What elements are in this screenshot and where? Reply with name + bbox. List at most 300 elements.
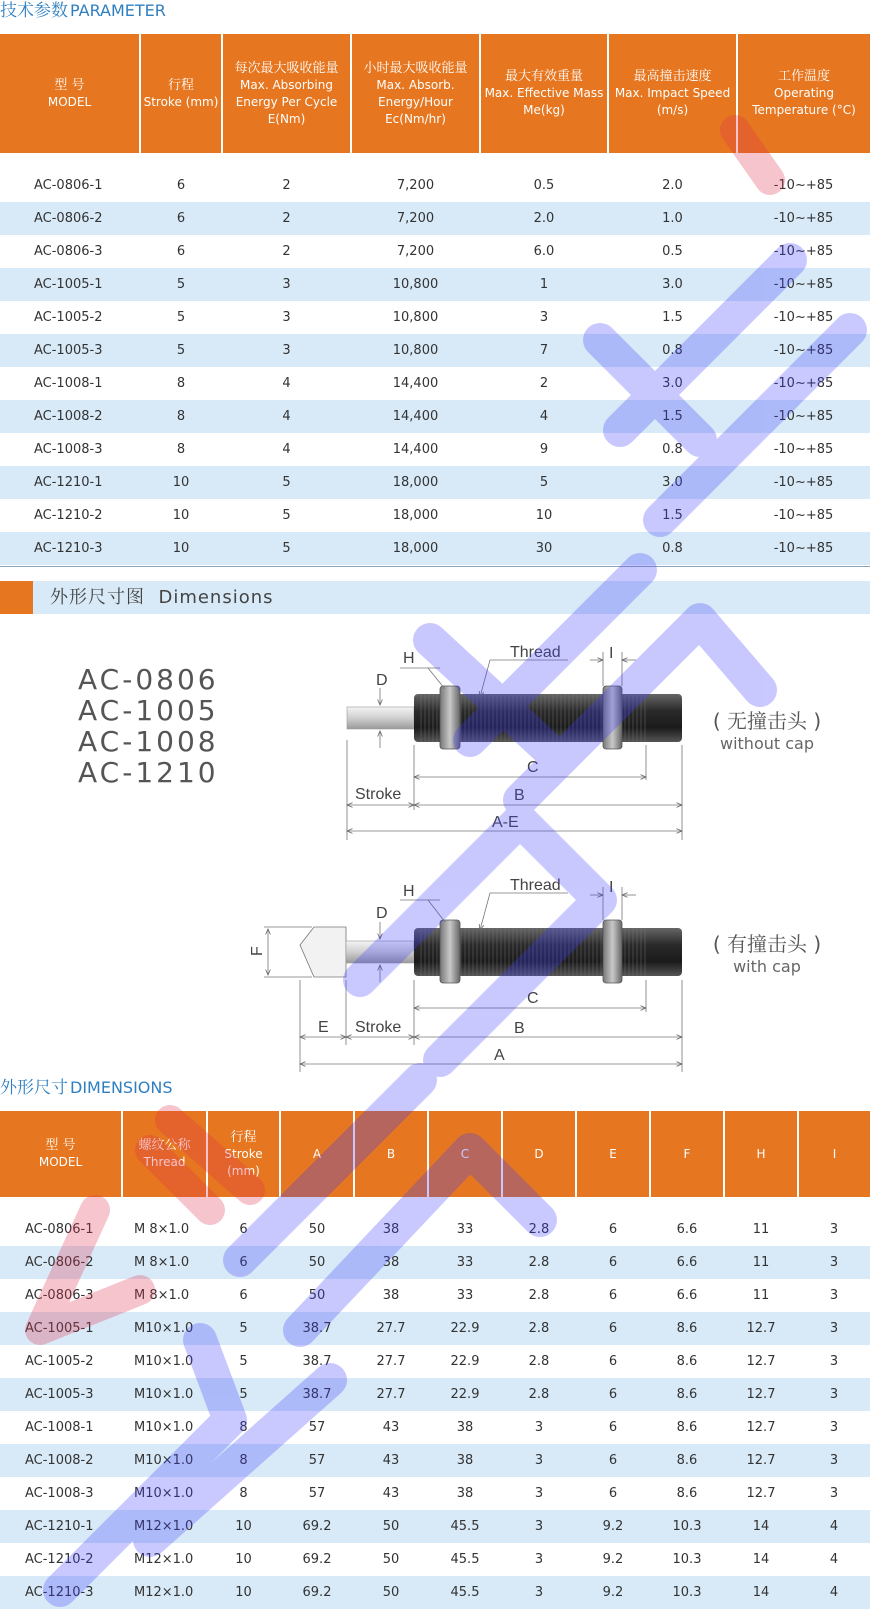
dimensions-cell: M12×1.0	[122, 1576, 207, 1609]
dimensions-cell: 45.5	[428, 1576, 502, 1609]
parameter-cell: 4	[222, 367, 351, 400]
with-cap-en: with cap	[733, 957, 801, 976]
dimensions-cell: 8.6	[650, 1444, 724, 1477]
dimensions-cell: 45.5	[428, 1510, 502, 1543]
table-row	[0, 1411, 870, 1444]
dimensions-cell: 5	[207, 1312, 280, 1345]
header-label-en: A	[312, 1146, 322, 1161]
dimensions-cell: 14	[724, 1510, 798, 1543]
piston-rod	[347, 707, 414, 729]
dimensions-cell: 8.6	[650, 1477, 724, 1510]
parameter-cell: 14,400	[351, 433, 480, 466]
parameter-cell: 3	[222, 268, 351, 301]
parameter-cell: 2	[222, 202, 351, 235]
parameter-cell: 2	[222, 235, 351, 268]
dimensions-cell: 10.3	[650, 1576, 724, 1609]
dimensions-cell: 6	[207, 1246, 280, 1279]
table-spacer	[0, 1197, 870, 1213]
dimensions-cell: 6.6	[650, 1246, 724, 1279]
parameter-cell: 0.8	[608, 532, 737, 565]
dimensions-cell: 10	[207, 1576, 280, 1609]
absorber-without-cap	[347, 686, 682, 749]
dimensions-cell: 50	[280, 1246, 354, 1279]
dimensions-cell: 38	[428, 1444, 502, 1477]
parameter-cell: 5	[222, 466, 351, 499]
dimensions-cell: 38	[354, 1279, 428, 1312]
dimensions-cell: 22.9	[428, 1378, 502, 1411]
parameter-cell: -10~+85	[737, 268, 870, 301]
dimensions-cell: 22.9	[428, 1312, 502, 1345]
parameter-cell: -10~+85	[737, 466, 870, 499]
label-h: H	[403, 650, 415, 667]
dimensions-cell: 3	[798, 1345, 870, 1378]
label-stroke: Stroke	[355, 1019, 402, 1036]
dimensions-cell: 6	[576, 1213, 650, 1246]
dimensions-cell: 45.5	[428, 1543, 502, 1576]
dimensions-cell: M 8×1.0	[122, 1246, 207, 1279]
parameter-cell: -10~+85	[737, 433, 870, 466]
label-i: I	[609, 879, 614, 896]
dimensions-cell: AC-1005-1	[0, 1312, 122, 1345]
parameter-cell: 10,800	[351, 334, 480, 367]
header-label-en: Stroke (mm)	[224, 1146, 263, 1178]
parameter-cell: 7,200	[351, 202, 480, 235]
parameter-cell: 3.0	[608, 367, 737, 400]
table-row	[0, 1543, 870, 1576]
header-label-en: F	[683, 1146, 691, 1161]
dimensions-header-cell	[798, 1111, 870, 1197]
parameter-cell: 7	[480, 334, 608, 367]
dimensions-header-cell	[650, 1111, 724, 1197]
dimensions-cell: 8.6	[650, 1345, 724, 1378]
parameter-cell: 7,200	[351, 235, 480, 268]
parameter-cell: -10~+85	[737, 202, 870, 235]
dimensions-cell: 12.7	[724, 1378, 798, 1411]
label-c: C	[527, 990, 539, 1007]
dimensions-cell: 4	[798, 1576, 870, 1609]
dimensions-cell: 3	[502, 1510, 576, 1543]
dimensions-cell: 11	[724, 1213, 798, 1246]
dimensions-cell: AC-1008-1	[0, 1411, 122, 1444]
parameter-cell: 8	[140, 400, 222, 433]
label-c: C	[527, 759, 539, 776]
dimensions-cell: 6	[576, 1477, 650, 1510]
label-h: H	[403, 883, 415, 900]
dimensions-cell: 10	[207, 1510, 280, 1543]
impact-cap	[300, 927, 346, 977]
dimensions-cell: 8.6	[650, 1378, 724, 1411]
dimensions-cell: M12×1.0	[122, 1510, 207, 1543]
dimensions-cell: M10×1.0	[122, 1444, 207, 1477]
dimensions-header-cell	[354, 1111, 428, 1197]
label-a: A	[494, 1047, 505, 1064]
dimensions-cell: 33	[428, 1279, 502, 1312]
parameter-cell: 4	[480, 400, 608, 433]
header-label-cn: 型 号	[45, 1138, 76, 1153]
label-b: B	[514, 1020, 525, 1037]
parameter-cell: 0.8	[608, 334, 737, 367]
parameter-cell: 18,000	[351, 499, 480, 532]
parameter-cell: 1.5	[608, 301, 737, 334]
dimensions-cell: 57	[280, 1411, 354, 1444]
parameter-cell: 10	[480, 499, 608, 532]
table-row	[0, 1510, 870, 1543]
dimensions-cell: 2.8	[502, 1279, 576, 1312]
dimensions-cell: 27.7	[354, 1345, 428, 1378]
model-name: AC-1005	[78, 694, 219, 727]
dimension-lines-upper	[347, 652, 682, 840]
header-label-en: Stroke (mm)	[143, 94, 219, 109]
dimensions-header-cell	[0, 1111, 122, 1197]
dimensions-title-cn: 外形尺寸	[0, 1078, 68, 1098]
header-label-en: Thread	[143, 1155, 186, 1169]
piston-rod	[346, 941, 414, 963]
header-label-en: Operating Temperature (°C)	[752, 86, 856, 117]
dimensions-cell: M10×1.0	[122, 1477, 207, 1510]
parameter-cell: -10~+85	[737, 367, 870, 400]
parameter-cell: AC-0806-1	[0, 169, 140, 202]
dimensions-cell: M10×1.0	[122, 1345, 207, 1378]
dimensions-cell: 9.2	[576, 1543, 650, 1576]
dimensions-cell: M10×1.0	[122, 1378, 207, 1411]
dimensions-cell: M10×1.0	[122, 1411, 207, 1444]
parameter-cell: AC-1210-3	[0, 532, 140, 565]
header-label-en: I	[832, 1146, 837, 1161]
dimensions-cell: 5	[207, 1345, 280, 1378]
dimensions-cell: 4	[798, 1510, 870, 1543]
parameter-cell: AC-0806-2	[0, 202, 140, 235]
label-d: D	[376, 672, 388, 689]
dimensions-cell: 12.7	[724, 1477, 798, 1510]
dimensions-header-cell	[502, 1111, 576, 1197]
dimensions-cell: 38	[428, 1411, 502, 1444]
dimensions-cell: 14	[724, 1576, 798, 1609]
header-label-cn: 最高撞击速度	[633, 69, 712, 84]
parameter-cell: 1.5	[608, 400, 737, 433]
parameter-cell: 10,800	[351, 301, 480, 334]
label-thread: Thread	[510, 877, 561, 894]
dimensions-cell: 12.7	[724, 1411, 798, 1444]
dimensions-cell: 12.7	[724, 1444, 798, 1477]
dimensions-cell: 43	[354, 1411, 428, 1444]
parameter-cell: 2.0	[608, 169, 737, 202]
parameter-cell: -10~+85	[737, 235, 870, 268]
dimensions-cell: 5	[207, 1378, 280, 1411]
label-e: E	[318, 1019, 329, 1036]
dimensions-cell: M12×1.0	[122, 1543, 207, 1576]
table-row	[0, 1477, 870, 1510]
dimensions-cell: 6	[207, 1279, 280, 1312]
dimensions-cell: AC-0806-2	[0, 1246, 122, 1279]
dimensions-cell: 3	[502, 1411, 576, 1444]
parameter-cell: AC-0806-3	[0, 235, 140, 268]
dimensions-cell: AC-1005-3	[0, 1378, 122, 1411]
dimensions-cell: 8.6	[650, 1312, 724, 1345]
dimensions-cell: 6	[207, 1213, 280, 1246]
parameter-cell: AC-1008-3	[0, 433, 140, 466]
table-row	[0, 1378, 870, 1411]
parameter-cell: AC-1008-1	[0, 367, 140, 400]
dimensions-cell: AC-0806-1	[0, 1213, 122, 1246]
parameter-cell: -10~+85	[737, 169, 870, 202]
dimensions-cell: 8.6	[650, 1411, 724, 1444]
parameter-cell: 5	[140, 268, 222, 301]
dimensions-cell: 8	[207, 1444, 280, 1477]
label-a-minus-e: A-E	[492, 814, 519, 831]
dimensions-cell: 11	[724, 1279, 798, 1312]
dimensions-cell: 43	[354, 1444, 428, 1477]
dimensions-cell: 8	[207, 1411, 280, 1444]
dimensions-cell: 9.2	[576, 1576, 650, 1609]
dimensions-header-row	[0, 1111, 870, 1197]
dimensions-cell: 3	[502, 1543, 576, 1576]
dimensions-cell: 38.7	[280, 1378, 354, 1411]
parameter-cell: 8	[140, 367, 222, 400]
parameter-cell: 1.0	[608, 202, 737, 235]
parameter-cell: AC-1005-1	[0, 268, 140, 301]
dimensions-cell: 8	[207, 1477, 280, 1510]
table-row	[0, 1444, 870, 1477]
dimensions-cell: 27.7	[354, 1312, 428, 1345]
dimensions-cell: 38	[428, 1477, 502, 1510]
parameter-cell: AC-1005-3	[0, 334, 140, 367]
model-name: AC-0806	[78, 663, 219, 696]
parameter-cell: 18,000	[351, 466, 480, 499]
dimensions-header-cell	[207, 1111, 280, 1197]
header-label-en: Max. Absorb. Energy/Hour Ec(Nm/hr)	[376, 77, 455, 126]
dimensions-cell: 2.8	[502, 1378, 576, 1411]
parameter-title-en: PARAMETER	[70, 1, 166, 20]
parameter-cell: AC-1210-2	[0, 499, 140, 532]
table-row	[0, 1312, 870, 1345]
parameter-cell: 14,400	[351, 400, 480, 433]
dimensions-cell: 3	[798, 1246, 870, 1279]
table-row	[0, 1213, 870, 1246]
dimensions-cell: AC-1008-2	[0, 1444, 122, 1477]
header-label-en: MODEL	[47, 94, 92, 109]
dimensions-cell: 2.8	[502, 1246, 576, 1279]
header-label-en: B	[386, 1146, 396, 1161]
without-cap-cn: ( 无撞击头 )	[712, 709, 822, 733]
dimensions-cell: 10.3	[650, 1543, 724, 1576]
parameter-cell: 7,200	[351, 169, 480, 202]
parameter-cell: 8	[140, 433, 222, 466]
parameter-cell: 14,400	[351, 367, 480, 400]
dimensions-cell: AC-1008-3	[0, 1477, 122, 1510]
dimensions-cell: 69.2	[280, 1510, 354, 1543]
parameter-cell: 3	[480, 301, 608, 334]
front-nut	[440, 920, 460, 983]
dimensions-cell: 33	[428, 1246, 502, 1279]
parameter-cell: -10~+85	[737, 301, 870, 334]
parameter-cell: -10~+85	[737, 499, 870, 532]
dimensions-cell: 2.8	[502, 1213, 576, 1246]
parameter-cell: 0.5	[608, 235, 737, 268]
parameter-cell: 3.0	[608, 268, 737, 301]
dimensions-cell: 3	[798, 1477, 870, 1510]
parameter-cell: 10	[140, 499, 222, 532]
model-name: AC-1008	[78, 725, 219, 758]
banner-text-cn: 外形尺寸图	[50, 587, 145, 608]
table-row	[0, 1576, 870, 1609]
parameter-cell: -10~+85	[737, 532, 870, 565]
header-label-en: Max. Effective Mass Me(kg)	[484, 86, 604, 117]
parameter-cell: 4	[222, 433, 351, 466]
label-f: F	[249, 946, 266, 956]
header-label-en: C	[460, 1146, 470, 1161]
header-label-cn: 工作温度	[777, 69, 830, 84]
parameter-cell: -10~+85	[737, 334, 870, 367]
parameter-cell: 1.5	[608, 499, 737, 532]
parameter-cell: 6	[140, 235, 222, 268]
header-label-cn: 每次最大吸收能量	[234, 60, 339, 76]
header-label-en: Max. Impact Speed (m/s)	[614, 86, 731, 117]
parameter-cell: AC-1005-2	[0, 301, 140, 334]
dimensions-cell: 3	[798, 1213, 870, 1246]
parameter-cell: 3	[222, 301, 351, 334]
parameter-cell: 6.0	[480, 235, 608, 268]
dimensions-cell: AC-1210-3	[0, 1576, 122, 1609]
parameter-cell: 5	[140, 334, 222, 367]
dimensions-section-title	[0, 1077, 173, 1099]
dimensions-cell: M 8×1.0	[122, 1279, 207, 1312]
dimensions-cell: 69.2	[280, 1543, 354, 1576]
dimensions-cell: 27.7	[354, 1378, 428, 1411]
label-i: I	[609, 645, 614, 662]
parameter-cell: 3.0	[608, 466, 737, 499]
parameter-cell: 9	[480, 433, 608, 466]
parameter-cell: 18,000	[351, 532, 480, 565]
dimensions-cell: 22.9	[428, 1345, 502, 1378]
absorber-with-cap	[300, 920, 682, 983]
dimensions-cell: 6	[576, 1378, 650, 1411]
dimensions-cell: 12.7	[724, 1345, 798, 1378]
dimensions-cell: 3	[798, 1312, 870, 1345]
dimensions-title-en: DIMENSIONS	[70, 1078, 173, 1097]
dimensions-cell: 38.7	[280, 1345, 354, 1378]
dimensions-cell: M10×1.0	[122, 1312, 207, 1345]
dimensions-cell: 2.8	[502, 1345, 576, 1378]
label-d: D	[376, 905, 388, 922]
dimensions-cell: 50	[280, 1279, 354, 1312]
dimensions-cell: 50	[280, 1213, 354, 1246]
without-cap-en: without cap	[720, 734, 814, 753]
dimensions-cell: 6	[576, 1312, 650, 1345]
dimensions-cell: 10	[207, 1543, 280, 1576]
parameter-cell: AC-1008-2	[0, 400, 140, 433]
rear-nut	[603, 920, 622, 983]
parameter-cell: 0.8	[608, 433, 737, 466]
dimensions-header-cell	[428, 1111, 502, 1197]
parameter-cell: 2	[480, 367, 608, 400]
dimensions-cell: 6	[576, 1345, 650, 1378]
dimensions-cell: 57	[280, 1477, 354, 1510]
table-row	[0, 1279, 870, 1312]
header-label-cn: 行程	[230, 1129, 257, 1145]
parameter-cell: -10~+85	[737, 400, 870, 433]
dimensions-cell: 69.2	[280, 1576, 354, 1609]
dimensions-cell: 50	[354, 1543, 428, 1576]
parameter-cell: 10	[140, 466, 222, 499]
parameter-cell: 6	[140, 202, 222, 235]
label-stroke: Stroke	[355, 786, 402, 803]
header-label-en: MODEL	[38, 1155, 83, 1169]
parameter-cell: 1	[480, 268, 608, 301]
parameter-cell: 4	[222, 400, 351, 433]
dimensions-cell: 10.3	[650, 1510, 724, 1543]
header-label-en: E	[609, 1146, 617, 1161]
dimensions-header-cell	[576, 1111, 650, 1197]
dimensions-cell: 57	[280, 1444, 354, 1477]
dimensions-header-cell	[724, 1111, 798, 1197]
dimensions-cell: AC-1210-2	[0, 1543, 122, 1576]
parameter-cell: AC-1210-1	[0, 466, 140, 499]
header-label-en: D	[534, 1146, 544, 1161]
dimensions-cell: 12.7	[724, 1312, 798, 1345]
dimensions-cell: 3	[798, 1279, 870, 1312]
dimensions-header-cell	[122, 1111, 207, 1197]
dimensions-cell: 50	[354, 1510, 428, 1543]
parameter-cell: 10,800	[351, 268, 480, 301]
dimensions-cell: 3	[502, 1477, 576, 1510]
parameter-cell: 10	[140, 532, 222, 565]
parameter-cell: 30	[480, 532, 608, 565]
dimensions-cell: 3	[798, 1378, 870, 1411]
dimensions-cell: 6	[576, 1246, 650, 1279]
dimensions-cell: AC-1005-2	[0, 1345, 122, 1378]
dimensions-cell: 33	[428, 1213, 502, 1246]
dimensions-cell: 6	[576, 1411, 650, 1444]
dimensions-cell: 14	[724, 1543, 798, 1576]
parameter-cell: 5	[222, 532, 351, 565]
rear-nut	[603, 686, 622, 749]
dimensions-cell: 3	[502, 1444, 576, 1477]
dimensions-cell: 3	[502, 1576, 576, 1609]
dimensions-cell: 2.8	[502, 1312, 576, 1345]
dimensions-cell: AC-1210-1	[0, 1510, 122, 1543]
header-label-en: Max. Absorbing Energy Per Cycle E(Nm)	[235, 77, 338, 126]
dimensions-cell: 3	[798, 1411, 870, 1444]
table-row	[0, 1345, 870, 1378]
dimensions-cell: 38	[354, 1213, 428, 1246]
header-label-cn: 小时最大吸收能量	[363, 60, 468, 76]
parameter-title-cn: 技术参数	[0, 1, 68, 21]
dimensions-cell: 6	[576, 1444, 650, 1477]
dimensions-cell: 3	[798, 1444, 870, 1477]
model-name: AC-1210	[78, 756, 219, 789]
header-label-cn: 最大有效重量	[504, 69, 583, 84]
dimensions-cell: 6.6	[650, 1279, 724, 1312]
parameter-cell: 0.5	[480, 169, 608, 202]
dimensions-cell: M 8×1.0	[122, 1213, 207, 1246]
banner-text-en: Dimensions	[158, 587, 274, 608]
parameter-cell: 5	[480, 466, 608, 499]
header-label-en: H	[756, 1146, 766, 1161]
front-nut	[440, 686, 460, 749]
dimensions-cell: AC-0806-3	[0, 1279, 122, 1312]
header-label-cn: 螺纹公称	[138, 1138, 191, 1153]
dimensions-table	[0, 1111, 870, 1609]
dimensions-cell: 9.2	[576, 1510, 650, 1543]
dimensions-header-cell	[280, 1111, 354, 1197]
label-b: B	[514, 787, 525, 804]
table-row	[0, 1246, 870, 1279]
parameter-cell: 5	[222, 499, 351, 532]
dimensions-cell: 6.6	[650, 1213, 724, 1246]
parameter-cell: 5	[140, 301, 222, 334]
dimensions-cell: 50	[354, 1576, 428, 1609]
header-label-cn: 行程	[167, 77, 194, 93]
